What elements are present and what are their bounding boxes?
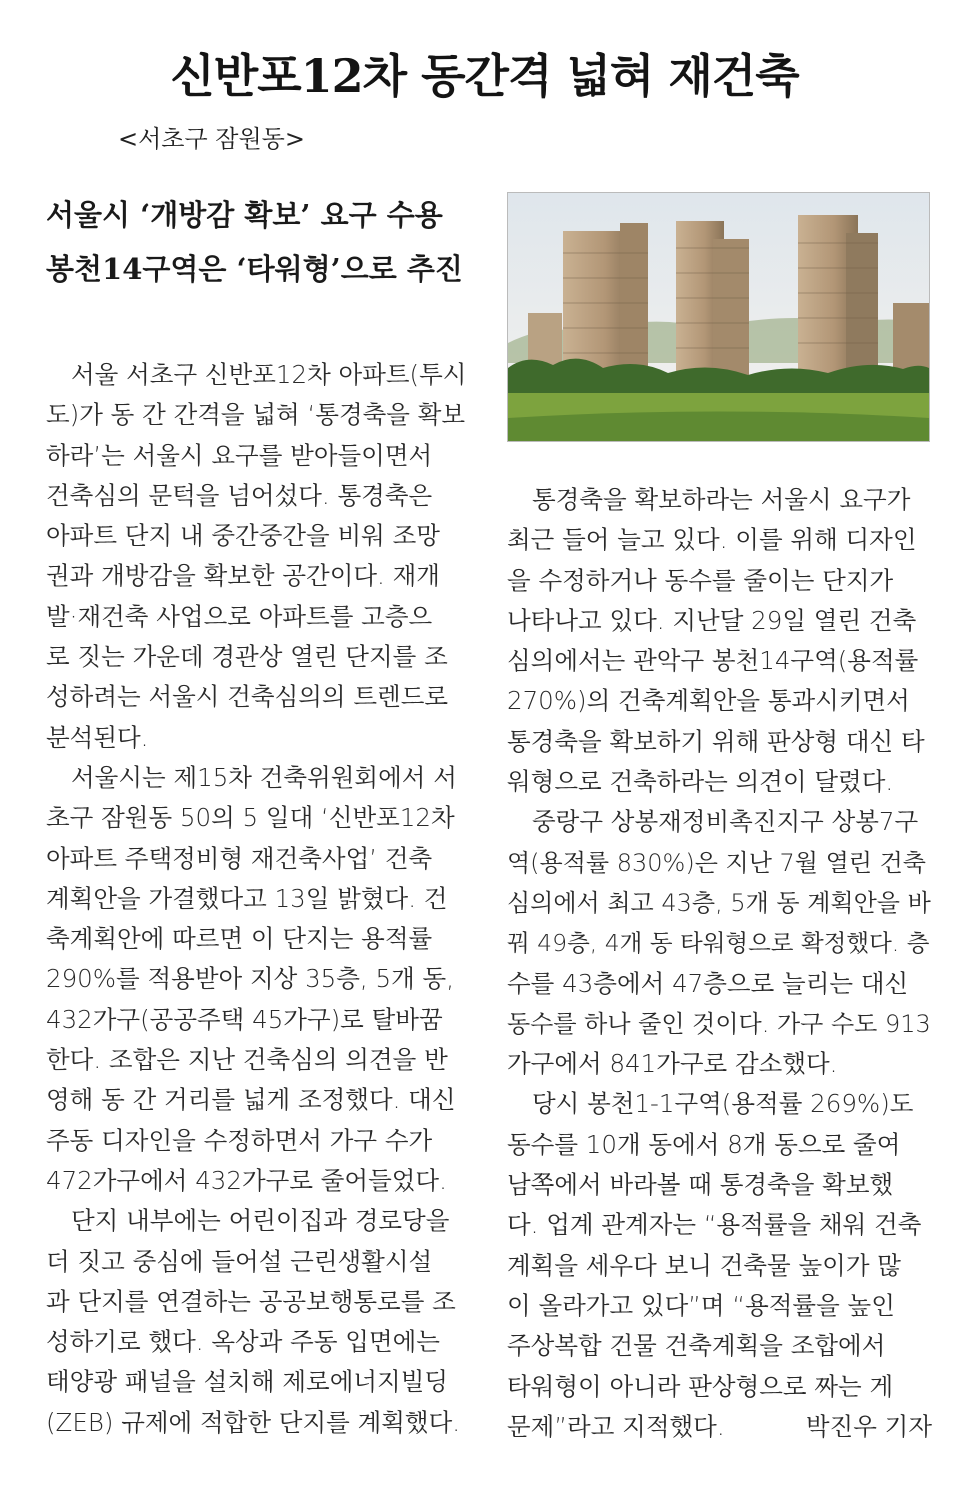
text-line: 축계획안에 따르면 이 단지는 용적률 xyxy=(46,924,433,954)
text-line: 나타나고 있다. 지난달 29일 열린 건축 xyxy=(507,605,917,635)
text-line: 성하려는 서울시 건축심의의 트렌드로 xyxy=(46,682,449,712)
text-line: 다. 업계 관계자는 “용적률을 채워 건축 xyxy=(507,1210,922,1240)
paragraph xyxy=(507,802,932,1084)
text-line: 꿔 49층, 4개 동 타워형으로 확정했다. 층 xyxy=(507,929,930,958)
text-line: 최근 들어 늘고 있다. 이를 위해 디자인 xyxy=(507,525,917,555)
text-line: 주동 디자인을 수정하면서 가구 수가 xyxy=(46,1125,433,1155)
text-line: 워형으로 건축하라는 의견이 달렸다. xyxy=(507,767,894,797)
headline: 신반포12차 동간격 넓혀 재건축 xyxy=(170,49,799,103)
text-line: 432가구(공공주택 45가구)로 탈바꿈 xyxy=(46,1004,443,1034)
apartment-rendering-image xyxy=(507,192,930,442)
text-line: 하라’는 서울시 요구를 받아들이면서 xyxy=(46,440,433,470)
subhead-1: 서울시 ‘개방감 확보’ 요구 수용 xyxy=(46,198,443,232)
text-line: 분석된다. xyxy=(46,722,149,752)
text-line: 태양광 패널을 설치해 제로에너지빌딩 xyxy=(46,1367,449,1397)
text-line: 서울 서초구 신반포12차 아파트(투시 xyxy=(71,360,467,389)
text-line: 타워형이 아니라 판상형으로 짜는 게 xyxy=(507,1371,894,1401)
text-line: 가구에서 841가구로 감소했다. xyxy=(507,1049,838,1079)
text-line: 한다. 조합은 지난 건축심의 의견을 반 xyxy=(46,1045,448,1075)
text-line: 동수를 하나 줄인 것이다. 가구 수도 913 xyxy=(507,1009,931,1038)
text-line: 서울시는 제15차 건축위원회에서 서 xyxy=(71,762,457,792)
text-line: 을 수정하거나 동수를 줄이는 단지가 xyxy=(507,565,894,595)
text-line: 남쪽에서 바라볼 때 통경축을 확보했 xyxy=(507,1170,894,1200)
paragraph xyxy=(507,480,932,802)
text-line: 영해 동 간 거리를 넓게 조정했다. 대신 xyxy=(46,1085,456,1115)
paragraph xyxy=(46,758,471,1201)
text-line: (ZEB) 규제에 적합한 단지를 계획했다. xyxy=(46,1407,461,1437)
text-line: 과 단지를 연결하는 공공보행통로를 조 xyxy=(46,1286,456,1316)
text-line: 472가구에서 432가구로 줄어들었다. xyxy=(46,1165,447,1195)
paragraph xyxy=(46,1201,471,1443)
text-line: 290%를 적용받아 지상 35층, 5개 동, xyxy=(46,964,454,994)
subheads xyxy=(46,188,486,296)
text-line: 발·재건축 사업으로 아파트를 고층으 xyxy=(46,601,433,631)
text-line: 270%)의 건축계획안을 통과시키면서 xyxy=(507,686,910,716)
article-body-right xyxy=(507,480,932,1447)
text-line: 당시 봉천1-1구역(용적률 269%)도 xyxy=(532,1089,914,1119)
text-line: 문제”라고 지적했다. xyxy=(507,1411,725,1441)
text-line: 이 올라가고 있다”며 “용적률을 높인 xyxy=(507,1290,895,1320)
location-tag: <서초구 잠원동> xyxy=(118,125,305,153)
text-line: 통경축을 확보하기 위해 판상형 대신 타 xyxy=(507,726,925,756)
text-line: 성하기로 했다. 옥상과 주동 입면에는 xyxy=(46,1327,440,1357)
text-line: 더 짓고 중심에 들어설 근린생활시설 xyxy=(46,1246,433,1276)
text-line: 권과 개방감을 확보한 공간이다. 재개 xyxy=(46,561,440,591)
text-line: 중랑구 상봉재정비촉진지구 상봉7구 xyxy=(532,807,919,837)
text-line: 로 짓는 가운데 경관상 열린 단지를 조 xyxy=(46,642,448,672)
article-body-left xyxy=(46,355,471,1443)
text-line: 계획안을 가결했다고 13일 밝혔다. 건 xyxy=(46,883,448,913)
text-line: 주상복합 건물 건축계획을 조합에서 xyxy=(507,1331,886,1361)
text-line: 초구 잠원동 50의 5 일대 ‘신반포12차 xyxy=(46,803,455,833)
text-line: 도)가 동 간 간격을 넓혀 ‘통경축을 확보 xyxy=(46,400,466,430)
text-line: 통경축을 확보하라는 서울시 요구가 xyxy=(532,485,911,514)
text-line: 단지 내부에는 어린이집과 경로당을 xyxy=(71,1206,450,1236)
text-line: 심의에서 최고 43층, 5개 동 계획안을 바 xyxy=(507,888,931,917)
paragraph xyxy=(46,355,471,758)
text-line: 아파트 단지 내 중간중간을 비워 조망 xyxy=(46,521,440,551)
text-line: 아파트 주택정비형 재건축사업’ 건축 xyxy=(46,843,433,873)
text-line: 계획을 세우다 보니 건축물 높이가 많 xyxy=(507,1250,901,1280)
text-line: 동수를 10개 동에서 8개 동으로 줄여 xyxy=(507,1129,901,1159)
text-line: 수를 43층에서 47층으로 늘리는 대신 xyxy=(507,968,909,998)
text-line: 역(용적률 830%)은 지난 7월 열린 건축 xyxy=(507,848,926,877)
last-text-line xyxy=(507,1407,932,1447)
subhead-2: 봉천14구역은 ‘타워형’으로 추진 xyxy=(46,252,463,286)
text-line: 건축심의 문턱을 넘어섰다. 통경축은 xyxy=(46,480,433,510)
text-line: 심의에서는 관악구 봉천14구역(용적률 xyxy=(507,646,919,676)
paragraph xyxy=(507,1084,932,1447)
byline: 박진우 기자 xyxy=(805,1411,932,1441)
